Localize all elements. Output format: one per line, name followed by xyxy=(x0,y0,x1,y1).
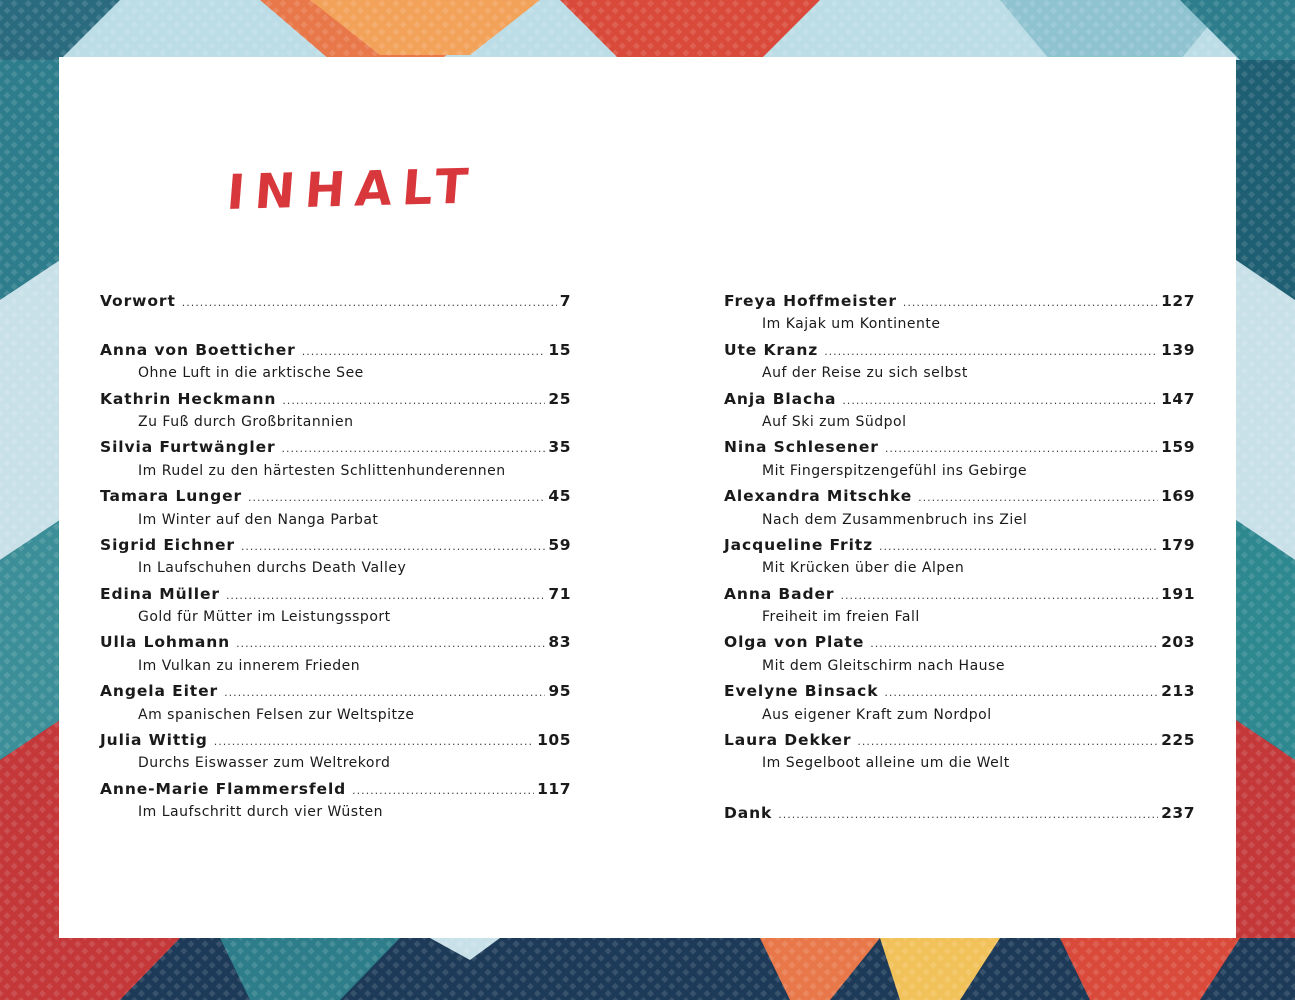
leader-dots xyxy=(824,345,1158,358)
entry-name: Olga von Plate xyxy=(724,633,865,652)
entry-name: Ulla Lohmann xyxy=(100,633,231,652)
spacer xyxy=(724,780,1195,804)
entry-name: Kathrin Heckmann xyxy=(100,389,277,408)
toc-entry[interactable] xyxy=(724,292,1195,316)
toc-entry[interactable] xyxy=(100,341,571,365)
toc-entry[interactable] xyxy=(100,682,571,706)
leader-dots xyxy=(214,735,534,748)
leader-dots xyxy=(918,491,1158,504)
entry-page-number: 179 xyxy=(1161,535,1195,554)
entry-subtitle: Gold für Mütter im Leistungssport xyxy=(138,609,391,626)
entry-subtitle: Mit Fingerspitzengefühl ins Gebirge xyxy=(762,462,1028,479)
entry-page-number: 225 xyxy=(1161,731,1195,750)
entry-page-number: 95 xyxy=(548,682,571,701)
entry-name: Jacqueline Fritz xyxy=(724,535,874,554)
entry-subtitle: Im Kajak um Kontinente xyxy=(762,316,941,333)
entry-subtitle: Freiheit im freien Fall xyxy=(762,609,920,626)
leader-dots xyxy=(248,491,545,504)
entry-subtitle: Auf Ski zum Südpol xyxy=(762,413,907,430)
entry-page-number: 191 xyxy=(1161,584,1195,603)
toc-entry[interactable] xyxy=(100,780,571,804)
entry-name: Anna Bader xyxy=(724,584,835,603)
leader-dots xyxy=(236,637,545,650)
leader-dots xyxy=(352,784,534,797)
entry-page-number: 169 xyxy=(1161,487,1195,506)
entry-subtitle: Auf der Reise zu sich selbst xyxy=(762,365,968,382)
entry-page-number: 213 xyxy=(1161,682,1195,701)
toc-entry[interactable] xyxy=(724,682,1195,706)
entry-page-number: 83 xyxy=(548,633,571,652)
leader-dots xyxy=(870,637,1158,650)
entry-subtitle: Im Rudel zu den härtesten Schlittenhunderennen xyxy=(138,462,506,479)
toc-page xyxy=(59,57,1236,938)
toc-entry[interactable] xyxy=(100,390,571,414)
entry-name: Nina Schlesener xyxy=(724,438,879,457)
leader-dots xyxy=(840,589,1158,602)
entry-subtitle: Mit Krücken über die Alpen xyxy=(762,560,965,577)
entry-name: Edina Müller xyxy=(100,584,220,603)
entry-name: Ute Kranz xyxy=(724,340,819,359)
entry-page-number: 105 xyxy=(537,731,571,750)
toc-entry[interactable] xyxy=(100,633,571,657)
toc-entry[interactable] xyxy=(100,536,571,560)
entry-subtitle: Im Segelboot alleine um die Welt xyxy=(762,755,1010,772)
entry-subtitle: Im Laufschritt durch vier Wüsten xyxy=(138,804,384,821)
entry-subtitle: Mit dem Gleitschirm nach Hause xyxy=(762,657,1005,674)
entry-page-number: 35 xyxy=(548,438,571,457)
entry-page-number: 203 xyxy=(1161,633,1195,652)
leader-dots xyxy=(885,442,1158,455)
toc-entry-foreword[interactable] xyxy=(100,292,571,316)
entry-name: Sigrid Eichner xyxy=(100,535,235,554)
entry-page-number: 59 xyxy=(548,535,571,554)
entry-page-number: 237 xyxy=(1161,804,1195,823)
page-title: INHALT xyxy=(224,158,480,222)
entry-page-number: 15 xyxy=(548,340,571,359)
toc-entry[interactable] xyxy=(724,487,1195,511)
toc-column-right xyxy=(724,292,1195,829)
entry-page-number: 45 xyxy=(548,487,571,506)
leader-dots xyxy=(903,296,1158,309)
toc-entry[interactable] xyxy=(724,536,1195,560)
entry-subtitle: Am spanischen Felsen zur Weltspitze xyxy=(138,706,415,723)
entry-name: Anja Blacha xyxy=(724,389,837,408)
entry-subtitle: Zu Fuß durch Großbritannien xyxy=(138,413,354,430)
entry-subtitle: Im Winter auf den Nanga Parbat xyxy=(138,511,379,528)
entry-name: Evelyne Binsack xyxy=(724,682,879,701)
toc-entry[interactable] xyxy=(100,438,571,462)
toc-entry[interactable] xyxy=(724,390,1195,414)
toc-entry[interactable] xyxy=(724,438,1195,462)
entry-page-number: 139 xyxy=(1161,340,1195,359)
leader-dots xyxy=(282,442,546,455)
leader-dots xyxy=(282,394,545,407)
leader-dots xyxy=(778,808,1158,821)
entry-page-number: 147 xyxy=(1161,389,1195,408)
entry-subtitle: Durchs Eiswasser zum Weltrekord xyxy=(138,755,391,772)
leader-dots xyxy=(842,394,1158,407)
toc-column-left xyxy=(100,292,571,829)
toc-entry[interactable] xyxy=(724,731,1195,755)
leader-dots xyxy=(226,589,545,602)
toc-entry-thanks[interactable] xyxy=(724,804,1195,828)
entry-name: Anne-Marie Flammersfeld xyxy=(100,779,347,798)
entry-page-number: 117 xyxy=(537,779,571,798)
leader-dots xyxy=(879,540,1158,553)
entry-subtitle: In Laufschuhen durchs Death Valley xyxy=(138,560,407,577)
entry-subtitle: Aus eigener Kraft zum Nordpol xyxy=(762,706,992,723)
spacer xyxy=(100,316,571,340)
entry-name: Dank xyxy=(724,804,773,823)
entry-name: Julia Wittig xyxy=(100,731,208,750)
entry-name: Anna von Boetticher xyxy=(100,340,296,359)
entry-name: Alexandra Mitschke xyxy=(724,487,913,506)
leader-dots xyxy=(302,345,546,358)
leader-dots xyxy=(224,686,545,699)
entry-subtitle: Nach dem Zusammenbruch ins Ziel xyxy=(762,511,1028,528)
entry-name: Laura Dekker xyxy=(724,731,852,750)
entry-name: Vorwort xyxy=(100,292,176,310)
toc-entry[interactable] xyxy=(100,731,571,755)
leader-dots xyxy=(241,540,545,553)
entry-name: Tamara Lunger xyxy=(100,487,243,506)
entry-page-number: 159 xyxy=(1161,438,1195,457)
entry-name: Angela Eiter xyxy=(100,682,219,701)
entry-page-number: 7 xyxy=(559,292,571,310)
entry-subtitle: Ohne Luft in die arktische See xyxy=(138,365,364,382)
toc-entry[interactable] xyxy=(724,585,1195,609)
leader-dots xyxy=(182,296,557,309)
entry-page-number: 25 xyxy=(548,389,571,408)
leader-dots xyxy=(857,735,1158,748)
entry-name: Silvia Furtwängler xyxy=(100,438,276,457)
entry-page-number: 127 xyxy=(1161,292,1195,310)
entry-subtitle: Im Vulkan zu innerem Frieden xyxy=(138,657,361,674)
toc-entry[interactable] xyxy=(100,487,571,511)
toc-entry[interactable] xyxy=(724,341,1195,365)
leader-dots xyxy=(884,686,1158,699)
toc-entry[interactable] xyxy=(724,633,1195,657)
entry-name: Freya Hoffmeister xyxy=(724,292,897,310)
toc-entry[interactable] xyxy=(100,585,571,609)
entry-page-number: 71 xyxy=(548,584,571,603)
